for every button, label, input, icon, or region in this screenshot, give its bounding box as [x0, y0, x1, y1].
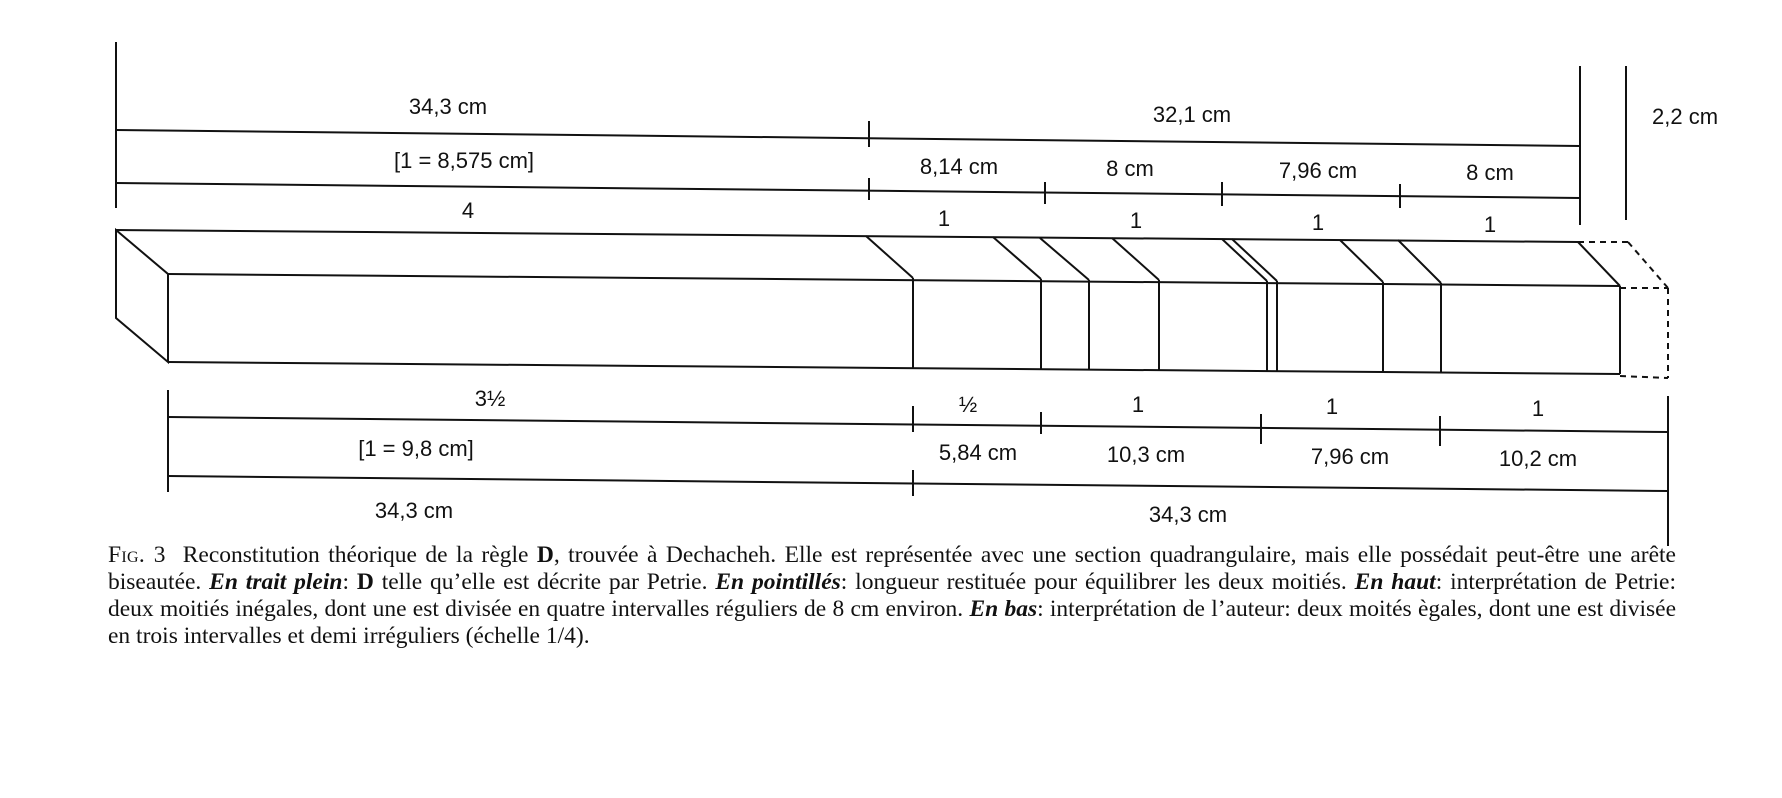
bottom-seg-length-1: 5,84 cm — [938, 440, 1018, 465]
bottom-total-right-label: 34,3 cm — [1148, 502, 1228, 527]
caption-text: : longueur restituée pour équilibrer les deux moitiés. — [840, 569, 1355, 595]
top-unit-note: [1 = 8,575 cm] — [393, 148, 535, 173]
top-total-left-label: 34,3 cm — [408, 94, 488, 119]
bottom-seg-count-3: 1 — [1325, 394, 1339, 419]
bottom-unit-note: [1 = 9,8 cm] — [358, 436, 474, 461]
top-seg-length-2: 8 cm — [1106, 156, 1154, 181]
top-seg-count-4: 1 — [1483, 212, 1497, 237]
top-dimensions — [116, 42, 1718, 237]
ruler-top-back-edge — [116, 230, 1578, 242]
bottom-total-left-label: 34,3 cm — [374, 498, 454, 523]
ruler-id: D — [536, 542, 554, 568]
bottom-seg-length-3: 7,96 cm — [1310, 444, 1390, 469]
bottom-segment-dimension-line — [168, 417, 1668, 432]
bottom-dimensions — [168, 386, 1668, 546]
caption-text: telle qu’elle est décrite par Petrie. — [373, 569, 716, 595]
bottom-left-count: 3½ — [474, 386, 506, 411]
caption-emphasis: En haut — [1354, 569, 1436, 595]
ruler-front-top-edge — [168, 274, 1620, 286]
top-total-right-label: 32,1 cm — [1152, 102, 1232, 127]
caption-text: , trouvée à Dechacheh. Elle est représentée avec une section quadrangulaire, mais elle possédait peut-être une arête biseautée. — [108, 542, 1676, 595]
top-seg-length-4: 8 cm — [1466, 160, 1514, 185]
ruler-division-marks — [866, 236, 1620, 373]
top-seg-length-1: 8,14 cm — [919, 154, 999, 179]
top-seg-length-3: 7,96 cm — [1278, 158, 1358, 183]
figure-caption — [108, 542, 1676, 650]
ruler-id: D — [356, 569, 374, 595]
restored-extension-dotted — [1578, 242, 1668, 378]
extension-length-label: 2,2 cm — [1652, 104, 1719, 129]
caption-emphasis: En pointillés — [715, 569, 841, 595]
top-seg-count-1: 1 — [937, 206, 951, 231]
caption-emphasis: En bas — [969, 596, 1038, 622]
caption-emphasis: En trait plein — [209, 569, 343, 595]
top-seg-count-3: 1 — [1311, 210, 1325, 235]
top-segment-dimension-line — [116, 183, 1580, 198]
bottom-seg-length-4: 10,2 cm — [1498, 446, 1578, 471]
top-overall-dimension-line — [116, 130, 1580, 146]
bottom-overall-dimension-line — [168, 476, 1668, 491]
ruler-front-bottom-edge — [168, 362, 1620, 374]
bottom-seg-count-2: 1 — [1131, 392, 1145, 417]
caption-text: Reconstitution théorique de la règle — [182, 542, 537, 568]
bottom-seg-length-2: 10,3 cm — [1106, 442, 1186, 467]
top-seg-count-2: 1 — [1129, 208, 1143, 233]
ruler-end-face — [116, 230, 168, 362]
bottom-seg-count-1: ½ — [958, 392, 978, 417]
top-left-count: 4 — [461, 198, 475, 223]
figure-label: Fig. 3 — [108, 542, 166, 568]
bottom-seg-count-4: 1 — [1531, 396, 1545, 421]
caption-text: : interprétation de l’auteur: deux moités ègales, dont une est divisée en trois intervalles et demi irréguliers (échelle 1/4). — [108, 596, 1676, 649]
caption-text: : interprétation de Petrie: deux moitiés inégales, dont une est divisée en quatre intervalles réguliers de 8 cm environ. — [108, 569, 1676, 622]
ruler-bar — [116, 230, 1668, 378]
caption-text: : — [342, 569, 357, 595]
